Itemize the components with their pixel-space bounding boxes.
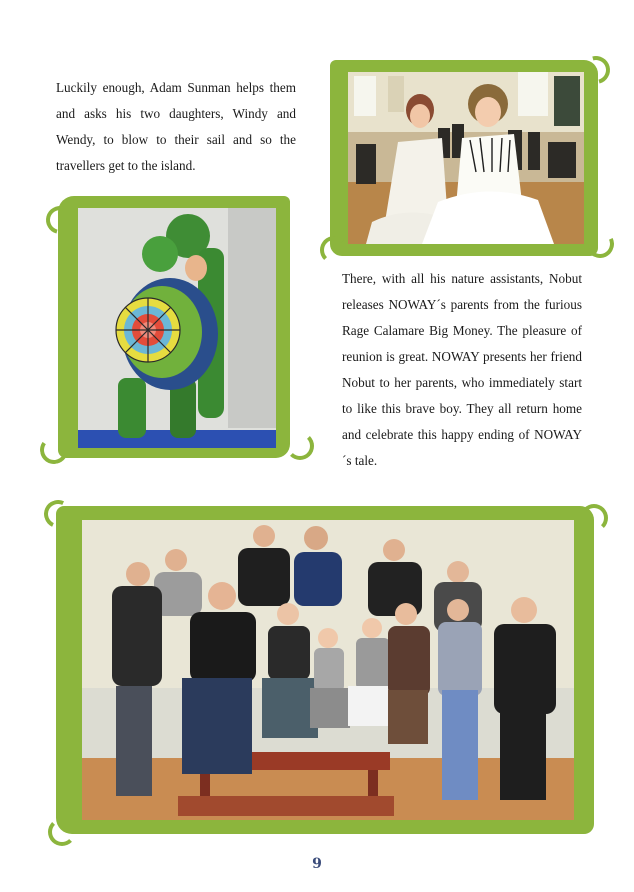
photo-dancers [348, 72, 584, 244]
photo-frame-dancers [330, 60, 598, 256]
photo-frame-turtle [58, 196, 290, 458]
page-number: 9 [312, 856, 322, 872]
story-paragraph-2: There, with all his nature assistants, Nobut releases NOWAY´s parents from the furious Rage Calamare Big Money. The pleasure of reunion is great. NOWAY presents her friend Nobut to her parents, who immediately start to like this brave boy. They all return home and celebrate this happy ending of NOWAY´s tale. [342, 271, 582, 468]
photo-turtle-costume [78, 208, 276, 448]
photo-frame-group [56, 506, 594, 834]
photo-cast-group [82, 520, 574, 820]
story-paragraph-1: Luckily enough, Adam Sunman helps them and asks his two daughters, Windy and Wendy, to blow to their sail and so the travellers get to the island. [56, 80, 296, 173]
